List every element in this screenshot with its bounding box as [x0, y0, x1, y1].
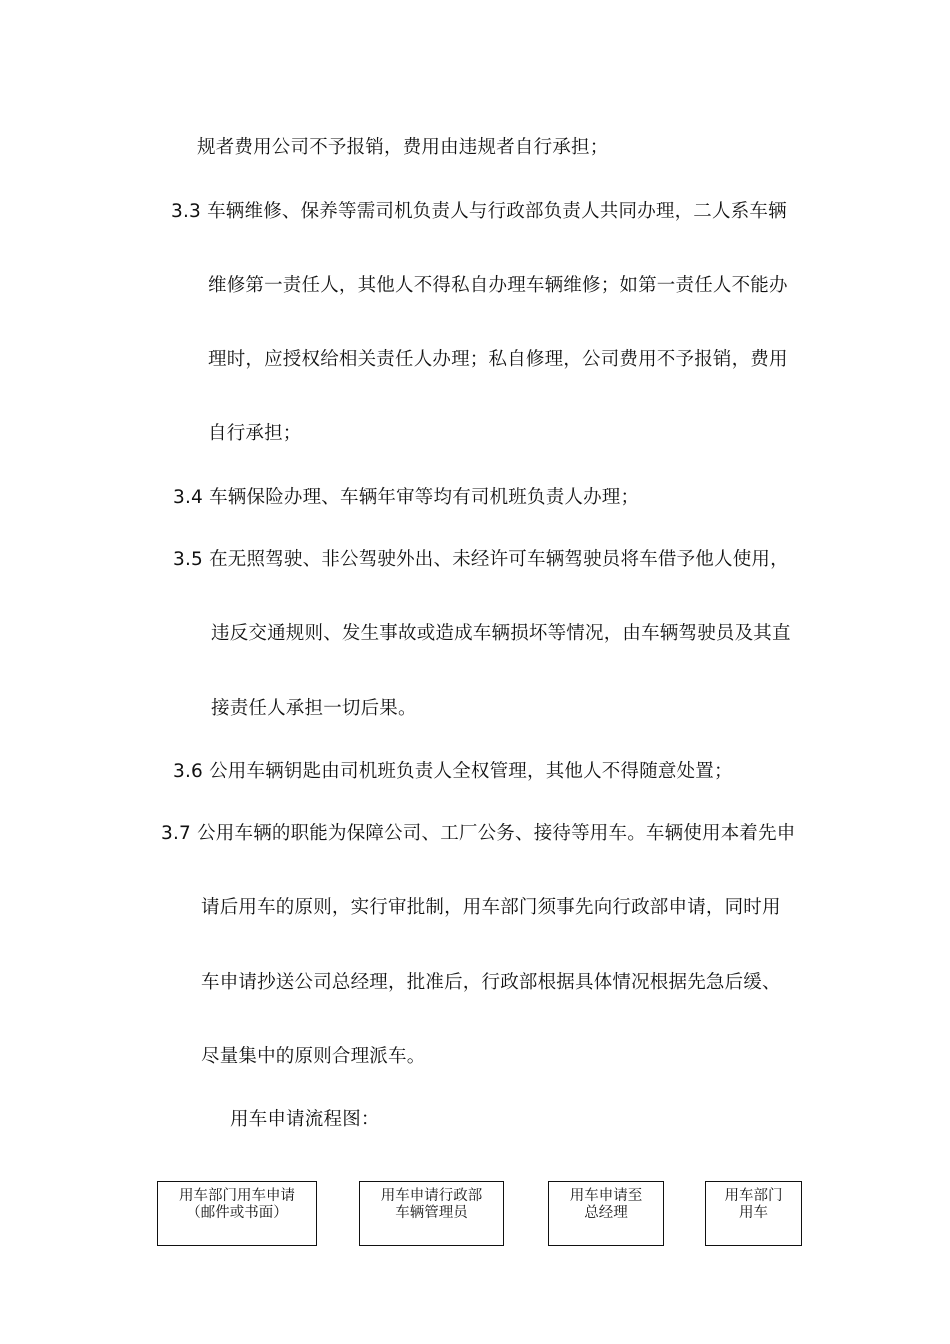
flowchart-box-label: 用车部门 [724, 1188, 783, 1204]
flowchart-box-label: 用车部门用车申请 [179, 1188, 295, 1204]
paragraph-line: 接责任人承担一切后果。 [211, 698, 417, 719]
flowchart-box-label: 用车 [739, 1205, 768, 1221]
paragraph-line: 维修第一责任人，其他人不得私自办理车辆维修；如第一责任人不能办 [208, 275, 788, 296]
flowchart-box-label: 用车申请行政部 [380, 1188, 483, 1204]
section-3-3-line: 3.3 车辆维修、保养等需司机负责人与行政部负责人共同办理，二人系车辆 [171, 201, 787, 222]
flowchart-box-department-request [157, 1181, 317, 1246]
flowchart-box-label: （邮件或书面） [186, 1205, 288, 1221]
section-3-4-line: 3.4 车辆保险办理、车辆年审等均有司机班负责人办理； [173, 487, 640, 508]
paragraph-line: 自行承担； [208, 423, 302, 444]
flowchart-box-general-manager [548, 1181, 664, 1246]
paragraph-line: 尽量集中的原则合理派车。 [201, 1046, 426, 1067]
paragraph-line: 车申请抄送公司总经理，批准后，行政部根据具体情况根据先急后缓、 [201, 972, 781, 993]
section-3-7-line: 3.7 公用车辆的职能为保障公司、工厂公务、接待等用车。车辆使用本着先申 [161, 823, 796, 844]
paragraph-line: 理时，应授权给相关责任人办理；私自修理，公司费用不予报销，费用 [208, 349, 788, 370]
flowchart-box-label: 用车申请至 [569, 1188, 643, 1204]
flowchart-box-label: 车辆管理员 [395, 1205, 468, 1221]
flowchart-box-admin-vehicle-manager [359, 1181, 504, 1246]
paragraph-line: 请后用车的原则，实行审批制，用车部门须事先向行政部申请，同时用 [201, 897, 781, 918]
flowchart-caption: 用车申请流程图： [230, 1109, 380, 1130]
flowchart-box-label: 总经理 [584, 1205, 628, 1221]
paragraph-line: 违反交通规则、发生事故或造成车辆损坏等情况，由车辆驾驶员及其直 [211, 623, 791, 644]
section-3-5-line: 3.5 在无照驾驶、非公驾驶外出、未经许可车辆驾驶员将车借予他人使用， [173, 549, 789, 570]
section-3-6-line: 3.6 公用车辆钥匙由司机班负责人全权管理，其他人不得随意处置； [173, 761, 733, 782]
paragraph-line: 规者费用公司不予报销，费用由违规者自行承担； [197, 137, 609, 158]
flowchart-box-department-use [705, 1181, 802, 1246]
